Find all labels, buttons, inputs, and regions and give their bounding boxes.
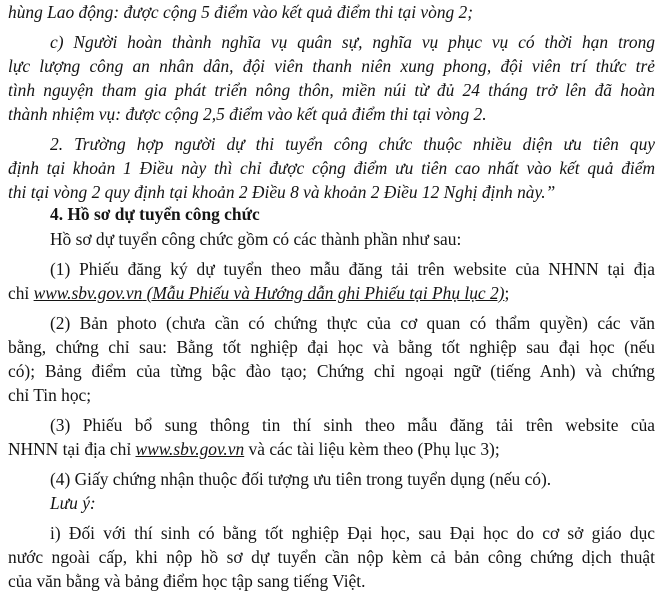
- item-3-prefix: NHNN tại địa chỉ: [8, 439, 136, 459]
- clause-c-line-3: tình nguyện tham gia phát triển nông thôn, miền núi từ đủ 24 tháng trở lên đã hoàn: [8, 80, 655, 100]
- clause-2-line-3: thi tại vòng 2 quy định tại khoản 2 Điều 8 và khoản 2 Điều 12 Nghị định này.”: [8, 182, 556, 202]
- sbv-website-link-2[interactable]: www.sbv.gov.vn: [135, 439, 245, 459]
- section-heading: 4. Hồ sơ dự tuyển công chức: [50, 204, 260, 224]
- clause-c-line-4: thành nhiệm vụ: được cộng 2,5 điểm vào kết quả điểm thi tại vòng 2.: [8, 104, 487, 124]
- item-1-line-2: [0, 281, 663, 305]
- clause-c-line-2: lực lượng công an nhân dân, đội viên thanh niên xung phong, đội viên trí thức trẻ: [8, 56, 655, 76]
- records-intro: Hồ sơ dự tuyển công chức gồm có các thành phần như sau:: [50, 229, 462, 249]
- item-1-guide: (Mẫu Phiếu và Hướng dẫn ghi Phiếu tại Phụ lục 2): [142, 283, 505, 303]
- item-2-line-2: bằng, chứng chỉ sau: Bằng tốt nghiệp đại học và bằng tốt nghiệp sau đại học (nếu: [8, 337, 655, 357]
- item-3-line-2: [0, 437, 663, 461]
- item-1-tail: ;: [504, 283, 510, 303]
- item-2-line-4: chỉ Tin học;: [8, 385, 92, 405]
- item-2-line-1: (2) Bản photo (chưa cần có chứng thực của cơ quan có thẩm quyền) các văn: [50, 313, 655, 333]
- note-i-line-2: nước ngoài cấp, khi nộp hồ sơ dự tuyển cần nộp kèm cả bản công chứng dịch thuật: [8, 547, 655, 567]
- note-label: Lưu ý:: [50, 493, 96, 513]
- sbv-website-link[interactable]: www.sbv.gov.vn: [33, 283, 143, 303]
- clause-b-tail: hùng Lao động: được cộng 5 điểm vào kết quả điểm thi tại vòng 2;: [8, 2, 474, 22]
- item-3-line-1: (3) Phiếu bổ sung thông tin thí sinh theo mẫu đăng tải trên website của: [50, 415, 655, 435]
- clause-c-line-1: c) Người hoàn thành nghĩa vụ quân sự, nghĩa vụ phục vụ có thời hạn trong: [50, 32, 655, 52]
- item-4: (4) Giấy chứng nhận thuộc đối tượng ưu tiên trong tuyển dụng (nếu có).: [50, 469, 552, 489]
- item-2-line-3: có); Bảng điểm của từng bậc đào tạo; Chứng chỉ ngoại ngữ (tiếng Anh) và chứng: [8, 361, 655, 381]
- note-i-line-1: i) Đối với thí sinh có bằng tốt nghiệp Đại học, sau Đại học do cơ sở giáo dục: [50, 523, 655, 543]
- item-1-prefix: chỉ: [8, 283, 34, 303]
- clause-2-line-1: 2. Trường hợp người dự thi tuyển công chức thuộc nhiều diện ưu tiên quy: [50, 134, 655, 154]
- note-i-line-3: của văn bằng và bảng điểm học tập sang tiếng Việt.: [8, 571, 366, 591]
- clause-2-line-2: định tại khoản 1 Điều này thì chỉ được cộng điểm ưu tiên cao nhất vào kết quả điểm: [8, 158, 655, 178]
- item-3-tail: và các tài liệu kèm theo (Phụ lục 3);: [244, 439, 500, 459]
- item-1-line-1: (1) Phiếu đăng ký dự tuyển theo mẫu đăng tải trên website của NHNN tại địa: [50, 259, 655, 279]
